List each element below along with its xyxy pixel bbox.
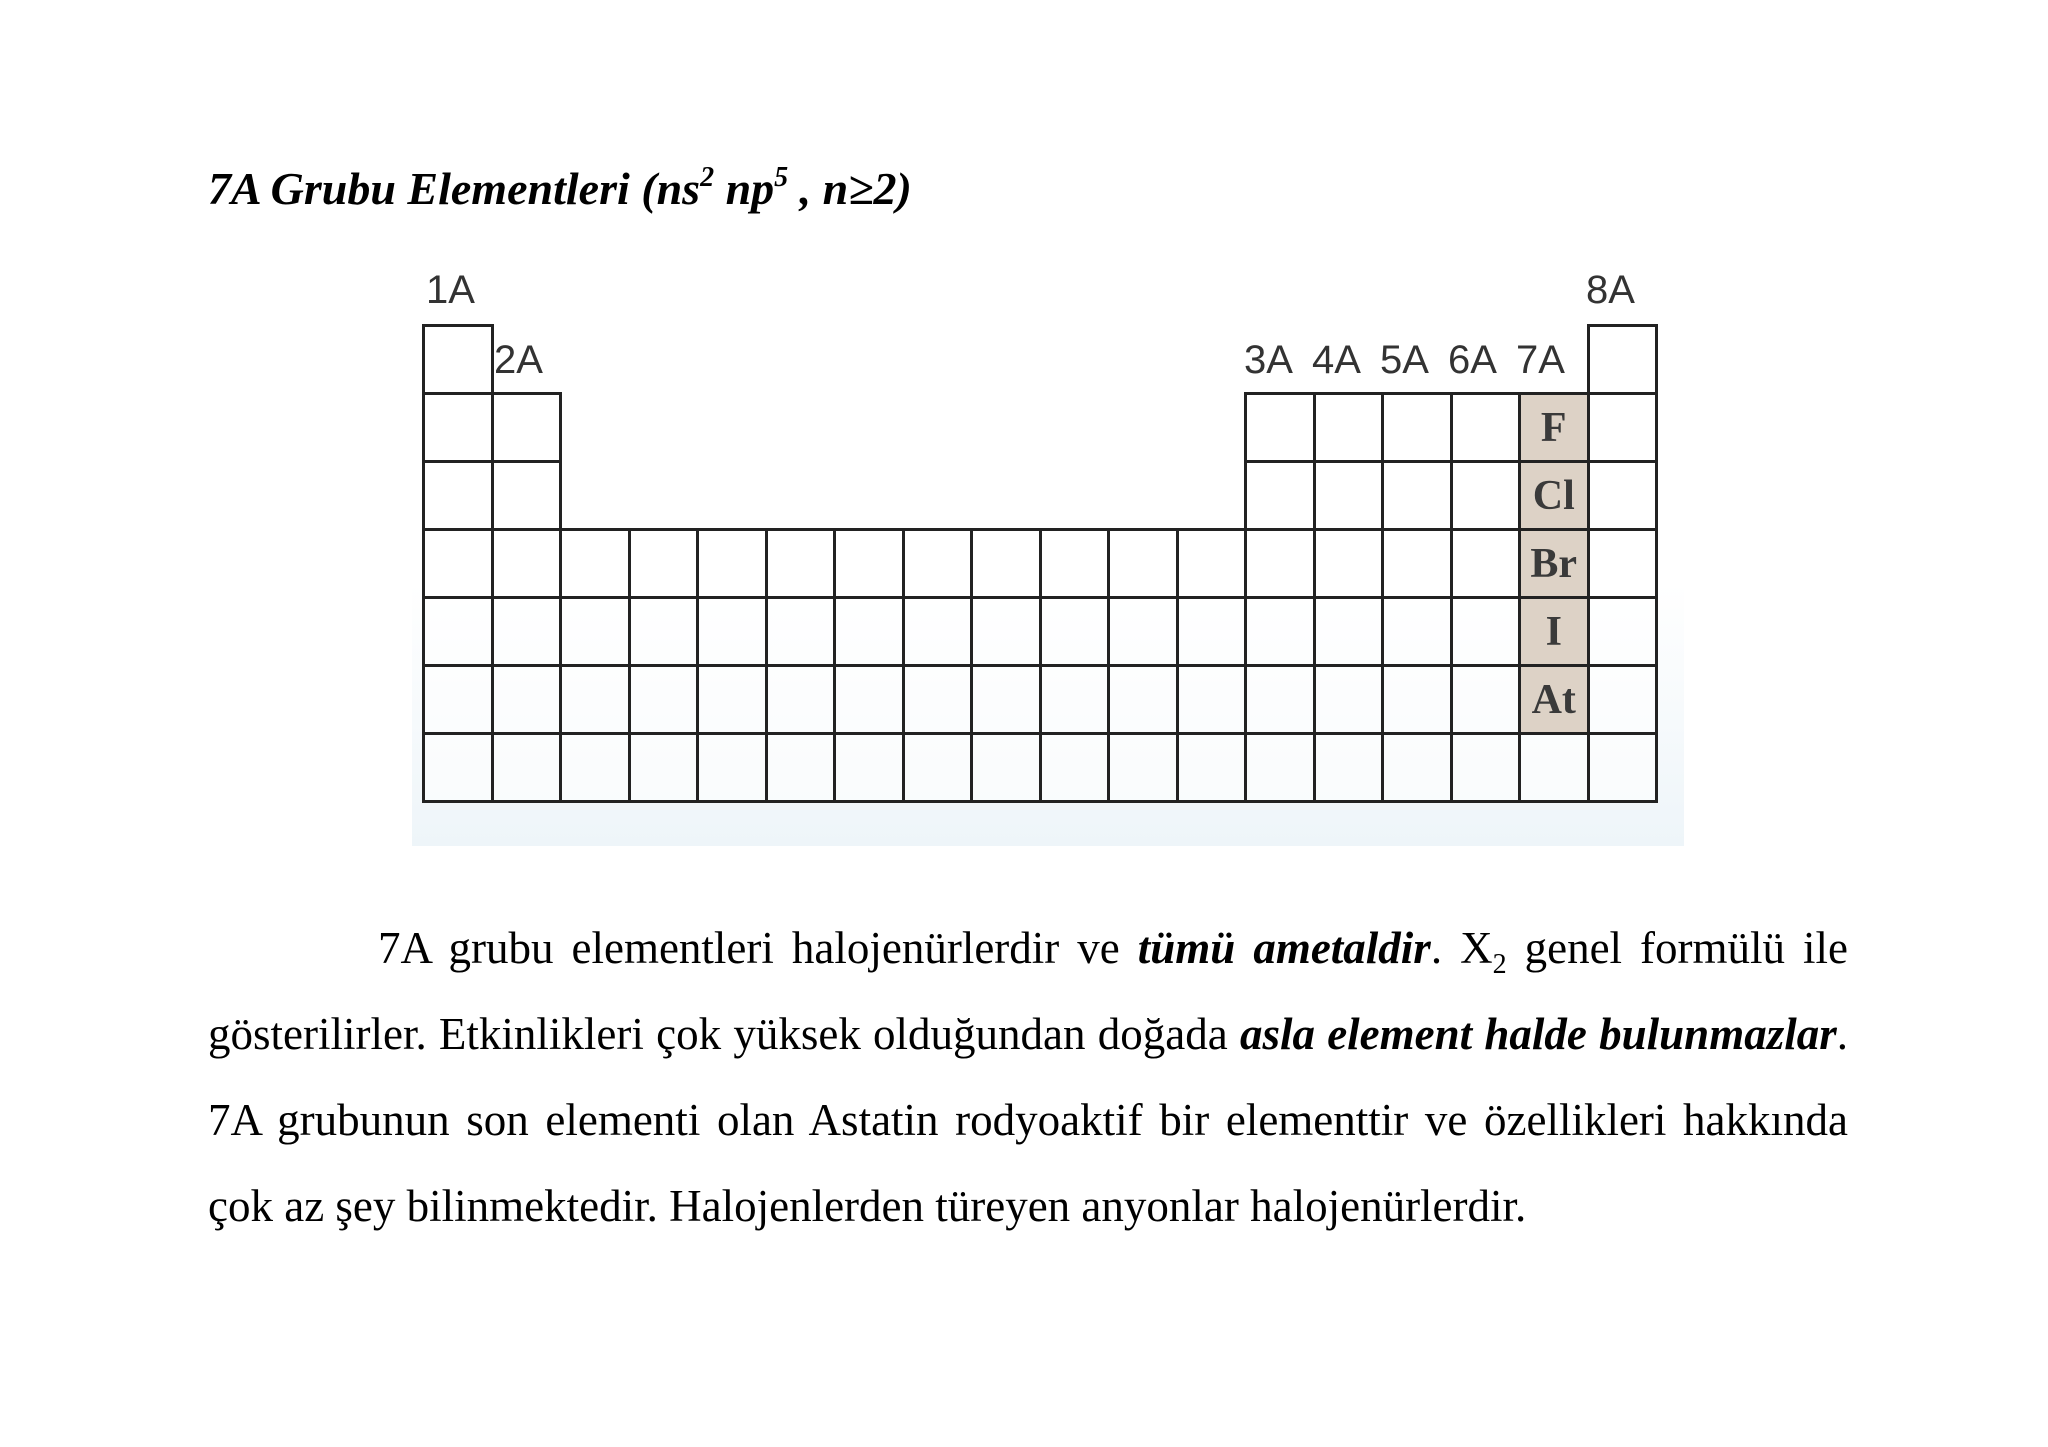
element-cell (1244, 596, 1316, 667)
heading-mid: np (714, 163, 775, 214)
element-cell (422, 732, 494, 803)
element-cell (970, 528, 1042, 599)
element-cell (970, 664, 1042, 735)
periodic-table (412, 262, 1684, 846)
element-cell (1107, 664, 1179, 735)
element-cell (1450, 528, 1522, 599)
element-cell (559, 596, 631, 667)
element-cell (1381, 528, 1453, 599)
element-cell (902, 528, 974, 599)
group-label-6a: 6A (1448, 338, 1497, 382)
group-label-2a: 2A (494, 338, 543, 382)
para-bold-2: asla element halde bulunmazlar (1239, 1009, 1837, 1059)
element-cell (1176, 596, 1248, 667)
element-cell (1244, 392, 1316, 463)
element-cell (491, 664, 563, 735)
group-label-4a: 4A (1312, 338, 1361, 382)
element-cell (1381, 664, 1453, 735)
element-cell (765, 664, 837, 735)
element-cell (422, 664, 494, 735)
halogen-cell (1518, 528, 1590, 599)
element-cell (491, 528, 563, 599)
para-text-4: . 7A grubunun son elementi olan Astatin rodyoaktif bir elementtir ve özellikleri hakkında çok az şey bilinmektedir. Halojenlerden türeyen anyonlar halojenürlerdir. (208, 1009, 1848, 1231)
element-cell (1176, 732, 1248, 803)
element-symbol: F (1540, 404, 1567, 451)
element-cell (1381, 392, 1453, 463)
element-cell (1107, 596, 1179, 667)
element-cell (1313, 460, 1385, 531)
element-cell (1107, 732, 1179, 803)
element-cell (1450, 732, 1522, 803)
element-cell (1450, 596, 1522, 667)
element-cell (1313, 664, 1385, 735)
element-cell (765, 732, 837, 803)
element-cell (628, 528, 700, 599)
element-cell (1587, 596, 1659, 667)
element-cell (1313, 392, 1385, 463)
heading-sup-p: 5 (774, 162, 789, 193)
heading-prefix: 7A Grubu Elementleri (ns (208, 163, 701, 214)
element-cell (1518, 732, 1590, 803)
element-cell (559, 664, 631, 735)
element-cell (833, 664, 905, 735)
element-cell (696, 528, 768, 599)
para-bold-1: tümü ametaldir (1137, 923, 1431, 973)
element-symbol: At (1531, 676, 1576, 723)
section-heading (208, 162, 912, 215)
element-cell (1039, 664, 1111, 735)
heading-sup-s: 2 (700, 162, 715, 193)
element-cell (696, 596, 768, 667)
halogen-cell (1518, 664, 1590, 735)
group-label-1a: 1A (426, 268, 475, 312)
element-cell (1587, 460, 1659, 531)
element-cell (628, 596, 700, 667)
element-cell (491, 596, 563, 667)
element-cell (628, 664, 700, 735)
element-cell (1039, 596, 1111, 667)
element-cell (765, 596, 837, 667)
element-cell (491, 732, 563, 803)
element-cell (1450, 392, 1522, 463)
para-text-2: . X (1430, 923, 1493, 973)
heading-suffix: , n≥2) (788, 163, 912, 214)
group-label-5a: 5A (1380, 338, 1429, 382)
element-cell (422, 324, 494, 395)
element-cell (1381, 596, 1453, 667)
halogen-cell (1518, 596, 1590, 667)
element-cell (559, 732, 631, 803)
element-symbol: Cl (1532, 472, 1575, 519)
element-cell (559, 528, 631, 599)
element-cell (833, 732, 905, 803)
element-cell (970, 732, 1042, 803)
element-cell (833, 596, 905, 667)
element-cell (1587, 392, 1659, 463)
element-cell (1587, 324, 1659, 395)
group-label-7a: 7A (1516, 338, 1565, 382)
element-cell (1313, 528, 1385, 599)
element-cell (902, 732, 974, 803)
element-cell (422, 528, 494, 599)
element-cell (1313, 732, 1385, 803)
element-cell (1244, 664, 1316, 735)
element-cell (1244, 528, 1316, 599)
element-cell (1587, 664, 1659, 735)
element-cell (1039, 732, 1111, 803)
group-label-3a: 3A (1244, 338, 1293, 382)
element-cell (1244, 732, 1316, 803)
element-cell (696, 732, 768, 803)
element-cell (422, 460, 494, 531)
element-cell (696, 664, 768, 735)
element-symbol: Br (1530, 540, 1578, 587)
element-cell (1176, 664, 1248, 735)
element-cell (1587, 732, 1659, 803)
para-subscript: 2 (1492, 949, 1507, 980)
element-cell (1244, 460, 1316, 531)
element-cell (1039, 528, 1111, 599)
element-cell (1176, 528, 1248, 599)
halogen-cell (1518, 460, 1590, 531)
element-cell (1107, 528, 1179, 599)
element-cell (491, 392, 563, 463)
element-cell (833, 528, 905, 599)
element-cell (902, 664, 974, 735)
element-cell (765, 528, 837, 599)
body-paragraph (208, 905, 1848, 1249)
para-text-1: 7A grubu elementleri halojenürlerdir ve (378, 923, 1138, 973)
element-cell (628, 732, 700, 803)
element-cell (422, 596, 494, 667)
element-cell (1587, 528, 1659, 599)
element-cell (491, 460, 563, 531)
element-cell (1381, 460, 1453, 531)
element-cell (1450, 460, 1522, 531)
element-cell (1313, 596, 1385, 667)
halogen-cell (1518, 392, 1590, 463)
element-cell (1450, 664, 1522, 735)
group-label-8a: 8A (1586, 268, 1635, 312)
element-symbol: I (1545, 608, 1562, 655)
element-cell (422, 392, 494, 463)
element-cell (902, 596, 974, 667)
para-text-3: genel formülü ile gösterilirler. Etkinlikleri çok yüksek olduğundan doğada (208, 923, 1849, 1059)
element-cell (1381, 732, 1453, 803)
element-cell (970, 596, 1042, 667)
